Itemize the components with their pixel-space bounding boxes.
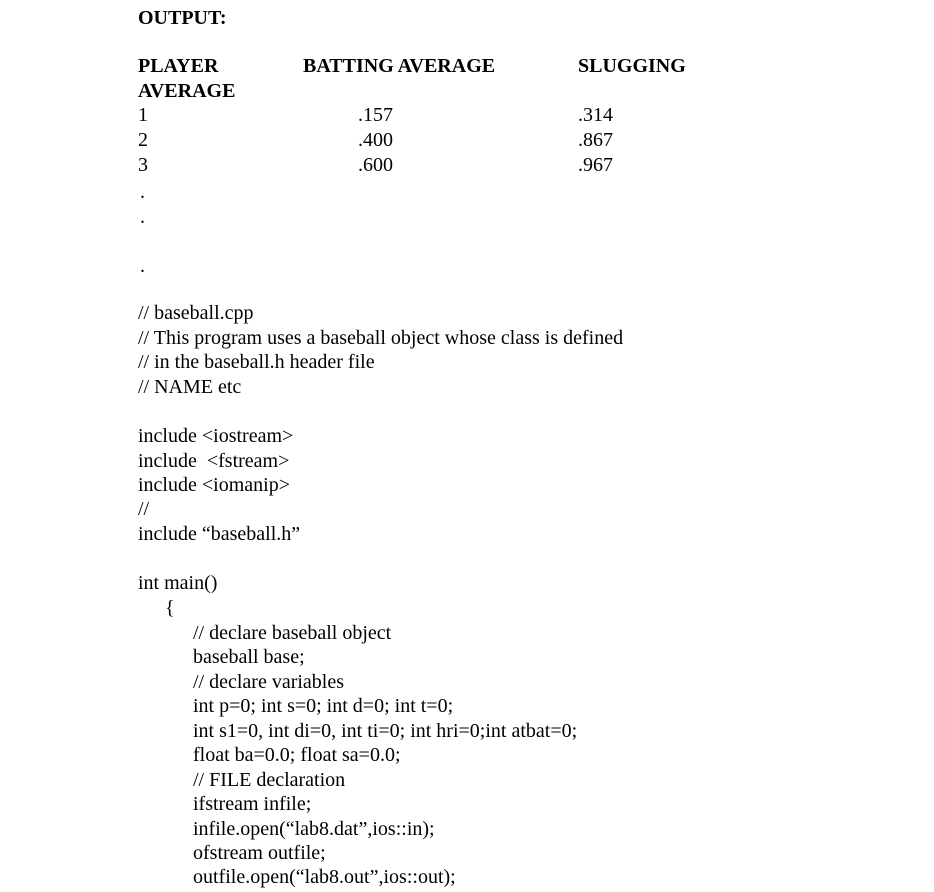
- player-cell: 3: [138, 154, 148, 176]
- comment-line: // This program uses a baseball object whose class is defined: [138, 327, 624, 349]
- column-header-batting-average: BATTING AVERAGE: [303, 55, 496, 77]
- player-cell: 1: [138, 104, 148, 126]
- code-line: baseball base;: [193, 646, 305, 668]
- code-line: ifstream infile;: [193, 793, 312, 815]
- include-line: include <fstream>: [138, 450, 290, 472]
- code-line: int s1=0, int di=0, int ti=0; int hri=0;int atbat=0;: [193, 720, 578, 742]
- batting-cell: .400: [358, 129, 393, 151]
- main-signature: int main(): [138, 572, 218, 594]
- include-line: include “baseball.h”: [138, 523, 301, 545]
- slugging-cell: .967: [578, 154, 613, 176]
- ellipsis-dot: .: [140, 255, 145, 277]
- code-line: // declare baseball object: [193, 622, 392, 644]
- include-line: include <iostream>: [138, 425, 294, 447]
- code-line: infile.open(“lab8.dat”,ios::in);: [193, 818, 435, 840]
- code-line: int p=0; int s=0; int d=0; int t=0;: [193, 695, 454, 717]
- code-line: // declare variables: [193, 671, 345, 693]
- column-header-player-line2: AVERAGE: [138, 80, 236, 102]
- batting-cell: .157: [358, 104, 393, 126]
- slugging-cell: .314: [578, 104, 613, 126]
- slugging-cell: .867: [578, 129, 613, 151]
- column-header-slugging: SLUGGING: [578, 55, 686, 77]
- comment-line: //: [138, 498, 150, 520]
- comment-line: // baseball.cpp: [138, 302, 254, 324]
- code-line: // FILE declaration: [193, 769, 346, 791]
- code-line: float ba=0.0; float sa=0.0;: [193, 744, 401, 766]
- player-cell: 2: [138, 129, 148, 151]
- batting-cell: .600: [358, 154, 393, 176]
- ellipsis-dot: .: [140, 181, 145, 203]
- column-header-player: PLAYER: [138, 55, 219, 77]
- code-line: outfile.open(“lab8.out”,ios::out);: [193, 866, 456, 888]
- include-line: include <iomanip>: [138, 474, 290, 496]
- output-heading: OUTPUT:: [138, 7, 227, 29]
- code-line: ofstream outfile;: [193, 842, 326, 864]
- comment-line: // NAME etc: [138, 376, 242, 398]
- comment-line: // in the baseball.h header file: [138, 351, 375, 373]
- open-brace: {: [165, 597, 175, 619]
- ellipsis-dot: .: [140, 206, 145, 228]
